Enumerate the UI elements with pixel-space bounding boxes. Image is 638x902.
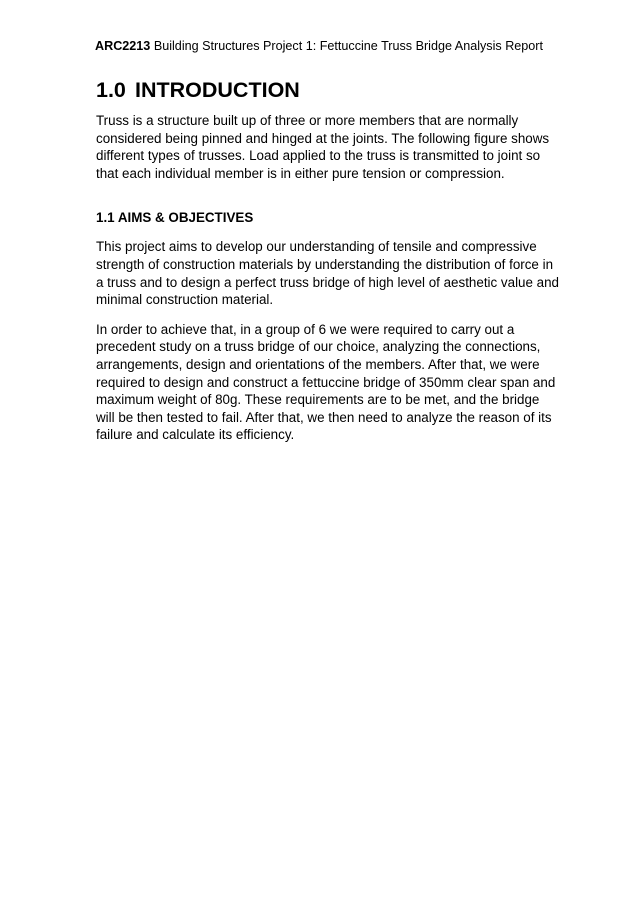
section-title: INTRODUCTION — [135, 78, 300, 102]
paragraph-line: that each individual member is in either pure tension or compression. — [96, 165, 505, 181]
paragraph-line: Truss is a structure built up of three or more members that are normally — [96, 113, 519, 128]
paragraph-spacer — [96, 309, 556, 321]
section-number: 1.0 — [96, 78, 126, 102]
section-heading — [96, 76, 556, 104]
subsection-heading: 1.1 AIMS & OBJECTIVES — [96, 210, 254, 226]
intro-paragraph — [96, 112, 556, 182]
paragraph-line: minimal construction material. — [96, 292, 274, 308]
paragraph-line: maximum weight of 80g. These requirements are to be met, and the bridge — [96, 392, 540, 408]
course-code: ARC2213 — [95, 39, 151, 53]
paragraph-line: strength of construction materials by understanding the distribution of force in — [96, 256, 554, 272]
paragraph-line: required to design and construct a fettuccine bridge of 350mm clear span and — [96, 374, 556, 390]
running-header — [0, 38, 638, 54]
paragraph-line: a truss and to design a perfect truss bridge of high level of aesthetic value and — [96, 274, 560, 290]
paragraph-line: This project aims to develop our understanding of tensile and compressive — [96, 239, 537, 255]
paragraph-line: precedent study on a truss bridge of our choice, analyzing the connections, — [96, 339, 541, 355]
paragraph-line: arrangements, design and orientations of the members. After that, we were — [96, 356, 540, 372]
paragraph-line: failure and calculate its efficiency. — [96, 427, 295, 443]
paragraph-line: considered being pinned and hinged at the joints. The following figure shows — [96, 130, 550, 146]
paragraph-line: will be then tested to fail. After that, we then need to analyze the reason of its — [96, 409, 552, 425]
paragraph-line: different types of trusses. Load applied to the truss is transmitted to joint so — [96, 148, 541, 164]
report-title: Building Structures Project 1: Fettuccine Truss Bridge Analysis Report — [153, 39, 543, 53]
objectives-paragraph — [96, 321, 556, 444]
aims-paragraph — [96, 238, 560, 308]
page-content — [96, 76, 560, 444]
paragraph-line: In order to achieve that, in a group of 6 we were required to carry out a — [96, 321, 515, 337]
